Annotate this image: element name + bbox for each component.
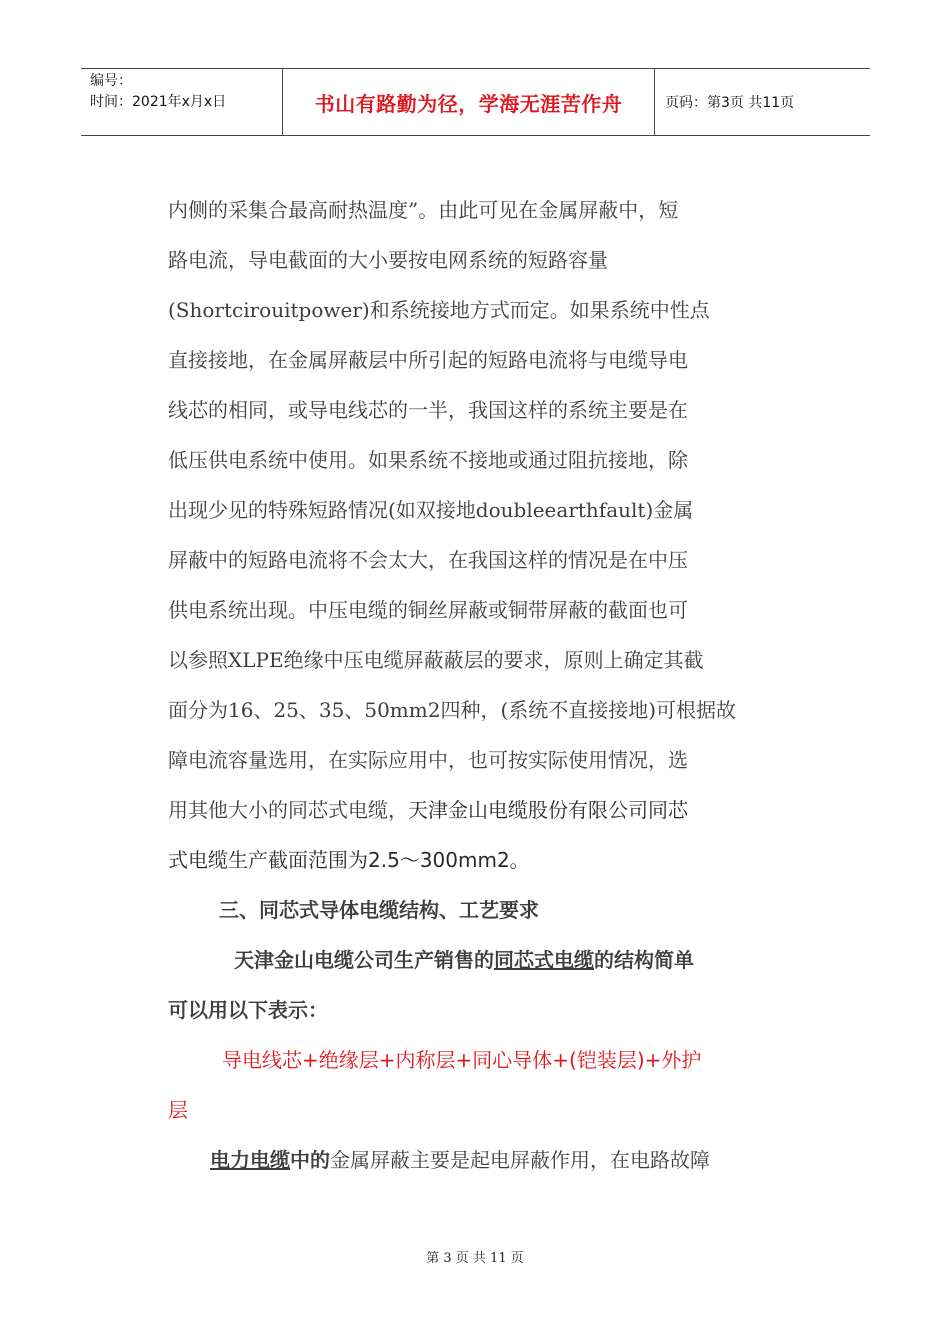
header-motto: 书山有路勤为径，学海无涯苦作舟 xyxy=(314,91,623,116)
text-line: (Shortcirouitpower)和系统接地方式而定。如果系统中性点 xyxy=(168,298,710,322)
header-page-info: 页码：第3页 共11页 xyxy=(665,95,795,111)
text-line: 式电缆生产截面范围为2.5～300mm2。 xyxy=(168,848,530,872)
header-motto-cell xyxy=(282,69,655,135)
text-span: 中的 xyxy=(290,1148,330,1172)
header-table xyxy=(81,68,870,136)
text-line: 障电流容量选用，在实际应用中，也可按实际使用情况，选 xyxy=(168,748,688,772)
page-footer: 第 3 页 共 11 页 xyxy=(426,1251,524,1266)
text-span: 用其他大小的同芯式电缆， xyxy=(168,798,408,822)
intro-text: 的结构简单 xyxy=(594,948,694,972)
header-meta xyxy=(81,69,282,135)
structure-line: 层 xyxy=(168,1098,188,1122)
text-line: 直接接地，在金属屏蔽层中所引起的短路电流将与电缆导电 xyxy=(168,348,688,372)
text-line: 内侧的采集合最高耐热温度”。由此可见在金属屏蔽中，短 xyxy=(168,198,679,222)
text-line: 屏蔽中的短路电流将不会太大，在我国这样的情况是在中压 xyxy=(168,548,688,572)
intro-text: 天津金山电缆公司生产销售的 xyxy=(234,948,494,972)
text-line: 线芯的相同，或导电线芯的一半，我国这样的系统主要是在 xyxy=(168,398,688,422)
text-span: 金属屏蔽主要是起电屏蔽作用，在电路故障 xyxy=(330,1148,710,1172)
text-line: 供电系统出现。中压电缆的铜丝屏蔽或铜带屏蔽的截面也可 xyxy=(168,598,688,622)
text-line: 出现少见的特殊短路情况(如双接地doubleearthfault)金属 xyxy=(168,498,694,522)
time-label: 时间：2021年x月x日 xyxy=(90,94,227,110)
text-line: 面分为16、25、35、50mm2四种，(系统不直接接地)可根据故 xyxy=(168,698,737,722)
structure-line: 导电线芯+绝缘层+内称层+同心导体+(铠装层)+外护 xyxy=(222,1048,702,1072)
last-line xyxy=(210,1144,710,1173)
intro-line xyxy=(234,944,694,973)
intro-line-2: 可以用以下表示： xyxy=(168,998,328,1022)
text-line: 以参照XLPE绝缘中压电缆屏蔽蔽层的要求，原则上确定其截 xyxy=(168,648,704,672)
coaxial-cable-link[interactable]: 同芯式电缆 xyxy=(494,948,594,972)
text-line xyxy=(168,794,688,823)
section-heading: 三、同芯式导体电缆结构、工艺要求 xyxy=(219,898,539,922)
text-line: 低压供电系统中使用。如果系统不接地或通过阻抗接地，除 xyxy=(168,448,688,472)
power-cable-link[interactable]: 电力电缆 xyxy=(210,1148,290,1172)
text-line: 路电流，导电截面的大小要按电网系统的短路容量 xyxy=(168,248,608,272)
number-label: 编号： xyxy=(90,73,132,89)
company-text: 天津金山电缆股份有限公司同芯 xyxy=(408,798,688,822)
